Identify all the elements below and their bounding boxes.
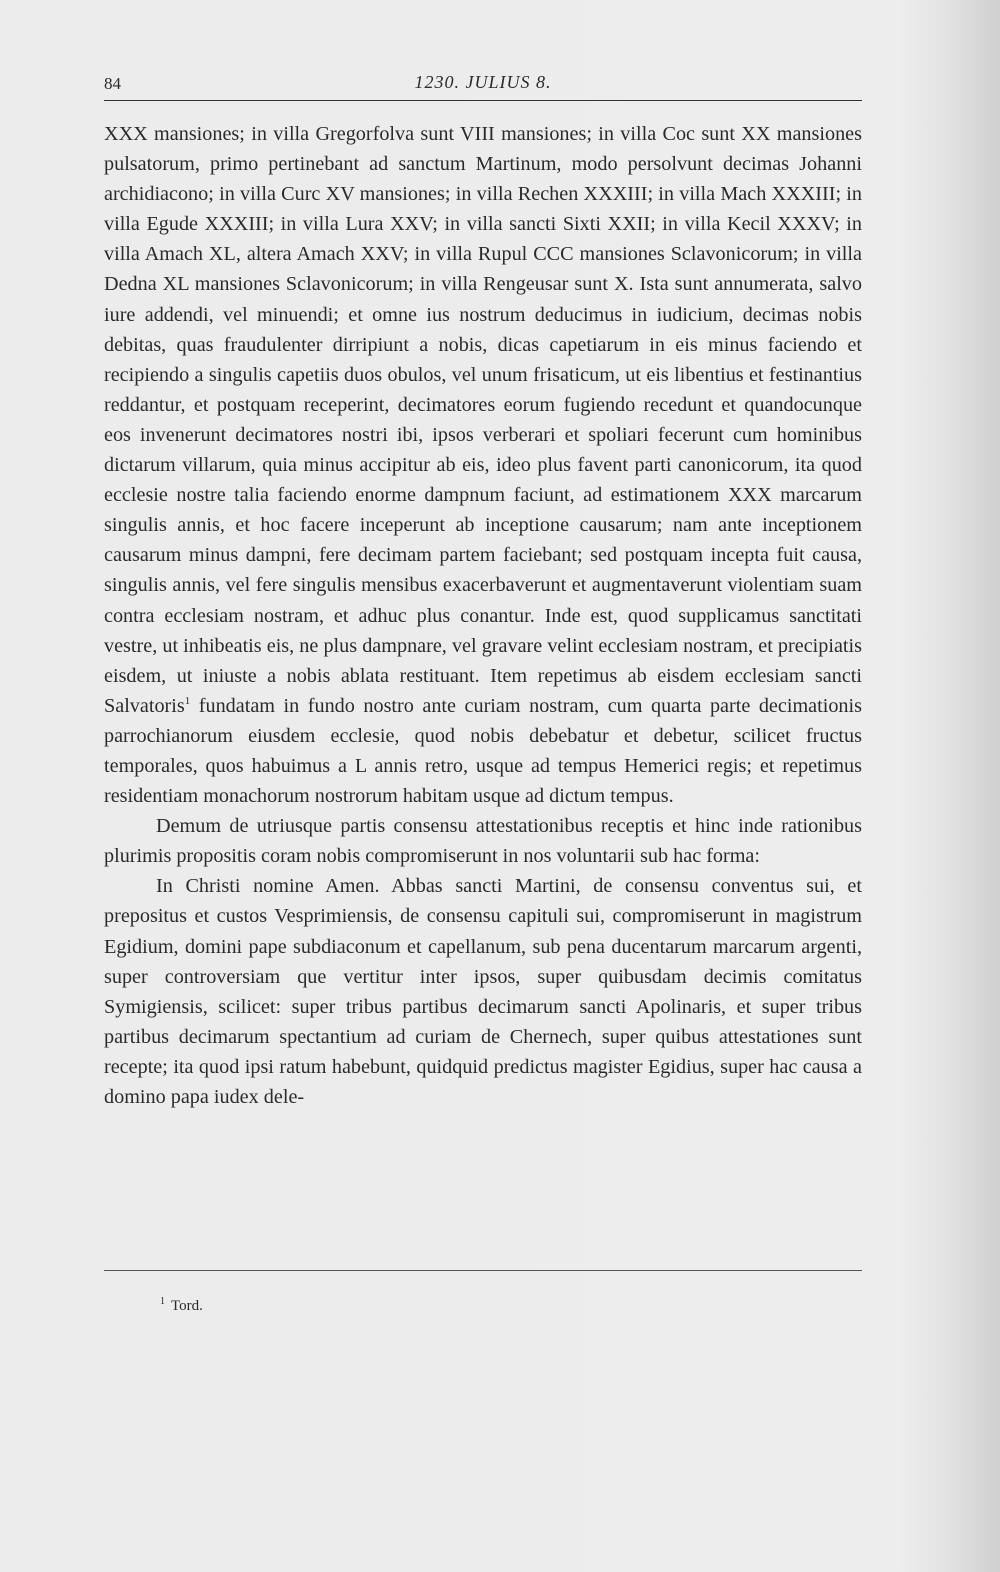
main-text	[104, 119, 862, 1112]
footnote-text: Tord.	[171, 1298, 203, 1314]
footnote-number: 1	[160, 1296, 165, 1307]
running-header	[104, 70, 862, 101]
paragraph-1	[104, 119, 862, 811]
running-title: 1230. JULIUS 8.	[414, 72, 552, 92]
footnote-reference: 1	[184, 694, 191, 707]
footnote	[160, 1296, 203, 1315]
footnote-divider	[104, 1270, 862, 1271]
paragraph-1-text-b: fundatam in fundo nostro ante curiam nostram, cum quarta parte decimationis parrochianorum eiusdem ecclesie, quod nobis debebatur et debetur, scilicet fructus temporales, quos habuimus a L annis retro, usque ad tempus Hemerici regis; et repetimus residentiam monachorum nostrorum habitam usque ad dictum tempus.	[104, 694, 862, 808]
paragraph-2: Demum de utriusque partis consensu attestationibus receptis et hinc inde rationibus plurimis propositis coram nobis compromiserunt in nos voluntarii sub hac forma:	[104, 815, 862, 868]
page-number: 84	[104, 74, 121, 93]
paragraph-1-text-a: XXX mansiones; in villa Gregorfolva sunt VIII mansiones; in villa Coc sunt XX mansiones pulsatorum, primo pertinebant ad sanctum Martinum, modo persolvunt decimas Johanni archidiacono; in villa Curc XV mansiones; in villa Rechen XXXIII; in villa Mach XXXIII; in villa Egude XXXIII; in villa Lura XXV; in villa sancti Sixti XXII; in villa Kecil XXXV; in villa Amach XL, altera Amach XXV; in villa Rupul CCC mansiones Sclavonicorum; in villa Dedna XL mansiones Sclavonicorum; in villa Rengeusar sunt X. Ista sunt annumerata, salvo iure addendi, vel minuendi; et omne ius nostrum deducimus in iudicium, decimas nobis debitas, quas fraudulenter dirripiunt a nobis, dicas capetiarum in eis minus faciendo et recipiendo a singulis capetiis duos obulos, vel unum frisaticum, ut eis libentius et festinantius reddantur, et postquam receperint, decimatores eorum fugiendo recedunt et quandocunque eos invenerunt decimatores nostri ibi, ipsos verberari et spoliari fecerunt cum hominibus dictarum villarum, quia minus accipitur ab eis, ideo plus favent parti canonicorum, ita quod ecclesie nostre talia faciendo enorme dampnum faciunt, ad estimationem XXX marcarum singulis annis, et hoc facere inceperunt ab inceptione causarum; nam ante inceptionem causarum minus dampni, fere decimam partem faciebant; sed postquam incepta fuit causa, singulis annis, vel fere singulis mensibus exacerbaverunt et augmentaverunt violentiam suam contra ecclesiam nostram, et adhuc plus conantur. Inde est, quod supplicamus sanctitati vestre, ut inhibeatis eis, ne plus dampnare, vel gravare velint ecclesiam nostram, et precipiatis eisdem, ut iniuste a nobis ablata restituant. Item repetimus ab eisdem ecclesiam sancti Salvatoris	[104, 123, 862, 717]
paragraph-3: In Christi nomine Amen. Abbas sancti Martini, de consensu conventus sui, et prepositus et custos Vesprimiensis, de consensu capituli sui, compromiserunt in magistrum Egidium, domini pape subdiaconum et capellanum, sub pena ducentarum marcarum argenti, super controversiam que vertitur inter ipsos, super quibusdam decimis comitatus Symigiensis, scilicet: super tribus partibus decimarum sancti Apolinaris, et super tribus partibus decimarum spectantium ad curiam de Chernech, super quibus attestationes sunt recepte; ita quod ipsi ratum habebunt, quidquid predictus magister Egidius, super hac causa a domino papa iudex dele-	[104, 875, 862, 1108]
